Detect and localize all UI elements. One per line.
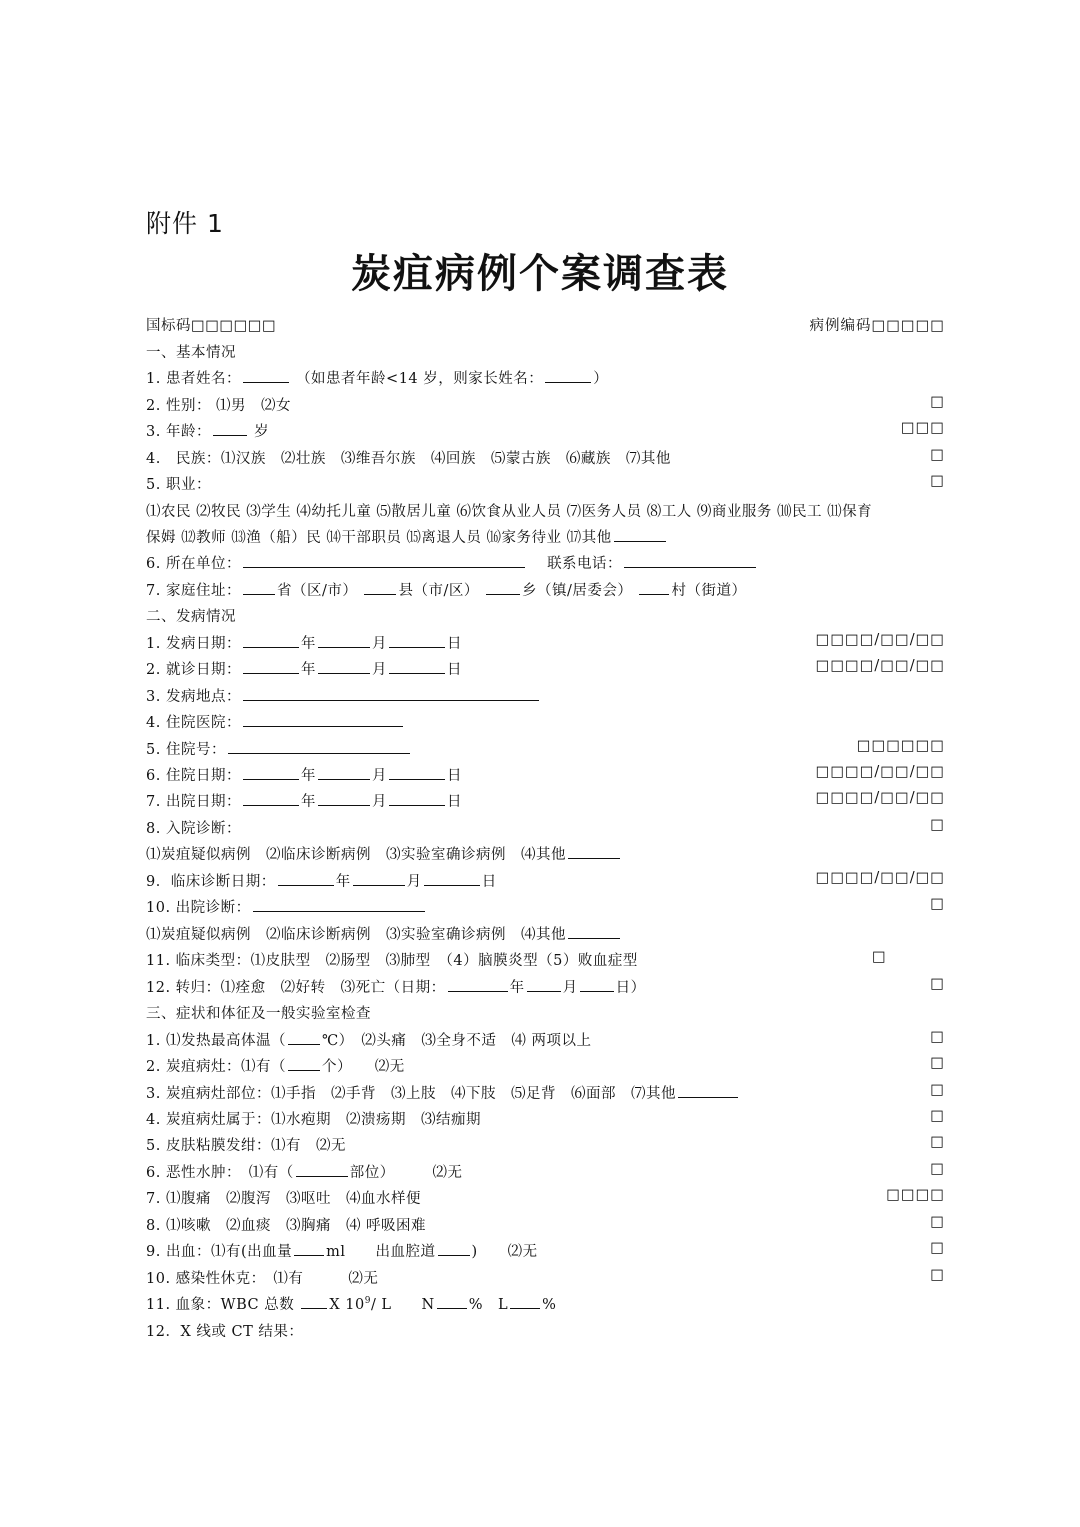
- q-respiratory: 8. ⑴咳嗽 ⑵血痰 ⑶胸痛 ⑷ 呼吸困难: [146, 1218, 427, 1234]
- field-month[interactable]: [318, 661, 370, 674]
- label-bleeding: 9. 出血：⑴有(出血量: [146, 1244, 293, 1260]
- q-clinical-diagnosis-date: [146, 870, 497, 891]
- q-outcome: [146, 976, 646, 997]
- box-outcome[interactable]: □: [930, 976, 945, 992]
- field-day[interactable]: [389, 661, 445, 674]
- label-clinical-diagnosis-date: 9．临床诊断日期：: [146, 874, 276, 890]
- label-discharge-date: 7. 出院日期：: [146, 794, 241, 810]
- admission-diagnosis-options: [146, 843, 622, 864]
- label-day: 日: [446, 662, 462, 678]
- label-admission-no: 5. 住院号：: [146, 742, 226, 758]
- q-blood-test: [146, 1293, 556, 1314]
- field-workplace[interactable]: [243, 555, 525, 568]
- q-edema: [146, 1161, 462, 1182]
- box-gi-symptoms[interactable]: □□□□: [886, 1187, 945, 1203]
- label-address: 7. 家庭住址：: [146, 583, 241, 599]
- box-shock[interactable]: □: [930, 1267, 945, 1283]
- label-lymphocyte: % L: [468, 1297, 509, 1313]
- box-onset-date[interactable]: □□□□/□□/□□: [815, 632, 945, 648]
- field-year[interactable]: [243, 767, 299, 780]
- field-phone[interactable]: [624, 555, 756, 568]
- field-county[interactable]: [364, 582, 396, 595]
- box-clinical-diagnosis-date[interactable]: □□□□/□□/□□: [815, 870, 945, 886]
- field-occupation-other[interactable]: [614, 529, 666, 542]
- q-lesion-stage: 4. 炭疽病灶属于：⑴水疱期 ⑵溃疡期 ⑶结痂期: [146, 1112, 481, 1128]
- label-bleeding-site: ml 出血腔道: [326, 1244, 436, 1260]
- field-day[interactable]: [580, 979, 614, 992]
- discharge-diagnosis-options: [146, 923, 622, 944]
- box-admission-no[interactable]: □□□□□□: [856, 738, 945, 754]
- q-bleeding: [146, 1240, 538, 1261]
- label-age: 3. 年龄：: [146, 424, 211, 440]
- label-phone: 联系电话：: [547, 556, 623, 572]
- diagnosis-options-text: ⑴炭疽疑似病例 ⑵临床诊断病例 ⑶实验室确诊病例 ⑷其他: [146, 927, 566, 943]
- q-visit-date: [146, 658, 462, 679]
- field-year[interactable]: [278, 873, 334, 886]
- occupation-options-1: ⑴农民 ⑵牧民 ⑶学生 ⑷幼托儿童 ⑸散居儿童 ⑹饮食从业人员 ⑺医务人员 ⑻工人 ⑼商业服务 ⑽民工 ⑾保育: [146, 504, 873, 520]
- label-day: 日: [446, 794, 462, 810]
- field-onset-location[interactable]: [243, 688, 539, 701]
- wbc-exponent: 9: [364, 1296, 371, 1307]
- occupation-options-2: [146, 526, 668, 547]
- field-month[interactable]: [318, 793, 370, 806]
- q-occupation: 5. 职业：: [146, 477, 211, 493]
- label-township: 乡（镇/居委会）: [521, 583, 633, 599]
- label-fever: 1. ⑴发热最高体温（: [146, 1033, 286, 1049]
- q-workplace: [146, 552, 758, 573]
- attachment-label: 附件 1: [146, 209, 224, 238]
- q-admission-diagnosis: 8. 入院诊断：: [146, 821, 241, 837]
- field-village[interactable]: [639, 582, 669, 595]
- field-max-temp[interactable]: [288, 1032, 320, 1045]
- label-fever-options: ℃） ⑵头痛 ⑶全身不适 ⑷ 两项以上: [321, 1033, 592, 1049]
- field-month[interactable]: [318, 635, 370, 648]
- label-bleeding-options: ) ⑵无: [471, 1244, 538, 1260]
- label-month: 月: [371, 662, 387, 678]
- field-patient-name[interactable]: [243, 370, 289, 383]
- label-lesion: 2. 炭疽病灶：⑴有（: [146, 1059, 286, 1075]
- label-wbc-unit: X 10: [329, 1297, 365, 1313]
- field-year[interactable]: [243, 635, 299, 648]
- label-year: 年: [300, 768, 316, 784]
- box-bleeding[interactable]: □: [930, 1240, 945, 1256]
- label-onset-location: 3. 发病地点：: [146, 689, 241, 705]
- q-imaging: 12．X 线或 CT 结果：: [146, 1324, 304, 1340]
- q-cyanosis: 5. 皮肤粘膜发绀：⑴有 ⑵无: [146, 1138, 346, 1154]
- field-month[interactable]: [353, 873, 405, 886]
- form-title: 炭疽病例个案调查表: [351, 250, 729, 297]
- field-age[interactable]: [213, 423, 247, 436]
- label-visit-date: 2. 就诊日期：: [146, 662, 241, 678]
- q-lesion: [146, 1055, 405, 1076]
- label-edema-options: 部位） ⑵无: [349, 1165, 463, 1181]
- label-month: 月: [371, 636, 387, 652]
- field-year[interactable]: [243, 661, 299, 674]
- field-discharge-diagnosis[interactable]: [253, 899, 425, 912]
- field-province[interactable]: [243, 582, 275, 595]
- q-fever: [146, 1029, 592, 1050]
- label-lesion-site: 3. 炭疽病灶部位：⑴手指 ⑵手背 ⑶上肢 ⑷下肢 ⑸足背 ⑹面部 ⑺其他: [146, 1086, 676, 1102]
- label-admission-date: 6. 住院日期：: [146, 768, 241, 784]
- field-lymphocyte[interactable]: [510, 1296, 540, 1309]
- section-symptoms: 三、症状和体征及一般实验室检查: [146, 1006, 371, 1022]
- label-year: 年: [300, 636, 316, 652]
- label-village: 村（街道）: [671, 583, 747, 599]
- box-lesion[interactable]: □: [930, 1055, 945, 1071]
- label-percent: %: [542, 1297, 557, 1313]
- label-wbc: 11. 血象：WBC 总数: [146, 1297, 295, 1313]
- label-workplace: 6. 所在单位：: [146, 556, 241, 572]
- label-discharge-diagnosis: 10. 出院诊断：: [146, 900, 251, 916]
- label-hospital: 4. 住院医院：: [146, 715, 241, 731]
- field-month[interactable]: [527, 979, 561, 992]
- label-year: 年: [509, 980, 525, 996]
- q-gi-symptoms: 7. ⑴腹痛 ⑵腹泻 ⑶呕吐 ⑷血水样便: [146, 1191, 421, 1207]
- box-ethnicity[interactable]: □: [930, 447, 945, 463]
- q-home-address: [146, 579, 746, 600]
- label-outcome: 12. 转归：⑴痊愈 ⑵好转 ⑶死亡（日期：: [146, 980, 446, 996]
- field-month[interactable]: [318, 767, 370, 780]
- box-lesion-stage[interactable]: □: [930, 1108, 945, 1124]
- case-code: 病例编码□□□□□: [809, 318, 945, 334]
- q-discharge-date: [146, 790, 462, 811]
- section-basic-info: 一、基本情况: [146, 345, 236, 361]
- box-discharge-diagnosis[interactable]: □: [930, 896, 945, 912]
- label-day: 日: [446, 768, 462, 784]
- field-bleeding-site[interactable]: [438, 1243, 470, 1256]
- box-admission-date[interactable]: □□□□/□□/□□: [815, 764, 945, 780]
- label-patient-name: 1. 患者姓名：: [146, 371, 241, 387]
- label-month: 月: [371, 794, 387, 810]
- q-onset-location: [146, 685, 541, 706]
- box-gender[interactable]: □: [930, 394, 945, 410]
- q-discharge-diagnosis: [146, 896, 427, 917]
- label-month: 月: [562, 980, 578, 996]
- box-admission-diagnosis[interactable]: □: [930, 817, 945, 833]
- q-clinical-type: 11. 临床类型：⑴皮肤型 ⑵肠型 ⑶肺型 （4）脑膜炎型（5）败血症型: [146, 953, 638, 969]
- q-admission-no: [146, 738, 412, 759]
- box-occupation[interactable]: □: [930, 473, 945, 489]
- field-hospital[interactable]: [243, 714, 403, 727]
- field-lesion-count[interactable]: [288, 1058, 320, 1071]
- label-guardian-name: （如患者年龄<14 岁，则家长姓名：: [296, 371, 544, 387]
- label-edema: 6. 恶性水肿： ⑴有（: [146, 1165, 294, 1181]
- field-day[interactable]: [424, 873, 480, 886]
- diagnosis-options-text: ⑴炭疽疑似病例 ⑵临床诊断病例 ⑶实验室确诊病例 ⑷其他: [146, 847, 566, 863]
- box-age[interactable]: □□□: [900, 420, 945, 436]
- q-onset-date: [146, 632, 462, 653]
- box-clinical-type[interactable]: □: [872, 949, 887, 965]
- occupation-options-2-text: 保姆 ⑿教师 ⒀渔（船）民 ⒁干部职员 ⒂离退人员 ⒃家务待业 ⒄其他: [146, 530, 612, 546]
- field-lesion-site-other[interactable]: [678, 1085, 738, 1098]
- label-county: 县（市/区）: [398, 583, 479, 599]
- q-patient-name: [146, 367, 608, 388]
- box-fever[interactable]: □: [930, 1029, 945, 1045]
- label-neutrophil: / L N: [370, 1297, 435, 1313]
- field-day[interactable]: [389, 635, 445, 648]
- label-day: 日: [615, 980, 631, 996]
- label-day: 日: [481, 874, 497, 890]
- label-year: 年: [335, 874, 351, 890]
- q-age: [146, 420, 269, 441]
- label-year: 年: [300, 794, 316, 810]
- q-gender: 2. 性别： ⑴男 ⑵女: [146, 398, 292, 414]
- field-guardian-name[interactable]: [545, 370, 591, 383]
- q-admission-date: [146, 764, 462, 785]
- q-ethnicity: 4. 民族：⑴汉族 ⑵壮族 ⑶维吾尔族 ⑷回族 ⑸蒙古族 ⑹藏族 ⑺其他: [146, 451, 671, 467]
- q-hospital: [146, 711, 405, 732]
- label-month: 月: [371, 768, 387, 784]
- field-admission-no[interactable]: [228, 741, 410, 754]
- box-respiratory[interactable]: □: [930, 1214, 945, 1230]
- field-year[interactable]: [448, 979, 508, 992]
- box-discharge-date[interactable]: □□□□/□□/□□: [815, 790, 945, 806]
- box-cyanosis[interactable]: □: [930, 1134, 945, 1150]
- paren-close: ）: [630, 980, 646, 996]
- label-day: 日: [446, 636, 462, 652]
- field-day[interactable]: [389, 767, 445, 780]
- field-wbc[interactable]: [301, 1296, 327, 1309]
- field-day[interactable]: [389, 793, 445, 806]
- label-onset-date: 1. 发病日期：: [146, 636, 241, 652]
- box-visit-date[interactable]: □□□□/□□/□□: [815, 658, 945, 674]
- national-code: 国标码□□□□□□: [146, 318, 277, 334]
- label-year: 年: [300, 662, 316, 678]
- box-edema[interactable]: □: [930, 1161, 945, 1177]
- label-lesion-options: 个） ⑵无: [321, 1059, 405, 1075]
- field-bleeding-amount[interactable]: [294, 1243, 324, 1256]
- field-year[interactable]: [243, 793, 299, 806]
- q-lesion-site: [146, 1082, 740, 1103]
- label-province: 省（区/市）: [276, 583, 358, 599]
- box-lesion-site[interactable]: □: [930, 1082, 945, 1098]
- label-age-unit: 岁: [254, 424, 270, 440]
- paren-close: ）: [593, 371, 609, 387]
- field-diagnosis-other[interactable]: [568, 926, 620, 939]
- section-onset-info: 二、发病情况: [146, 609, 236, 625]
- field-neutrophil[interactable]: [437, 1296, 467, 1309]
- field-diagnosis-other[interactable]: [568, 846, 620, 859]
- field-township[interactable]: [486, 582, 520, 595]
- field-edema-site[interactable]: [296, 1164, 348, 1177]
- q-shock: 10. 感染性休克： ⑴有 ⑵无: [146, 1271, 379, 1287]
- label-month: 月: [406, 874, 422, 890]
